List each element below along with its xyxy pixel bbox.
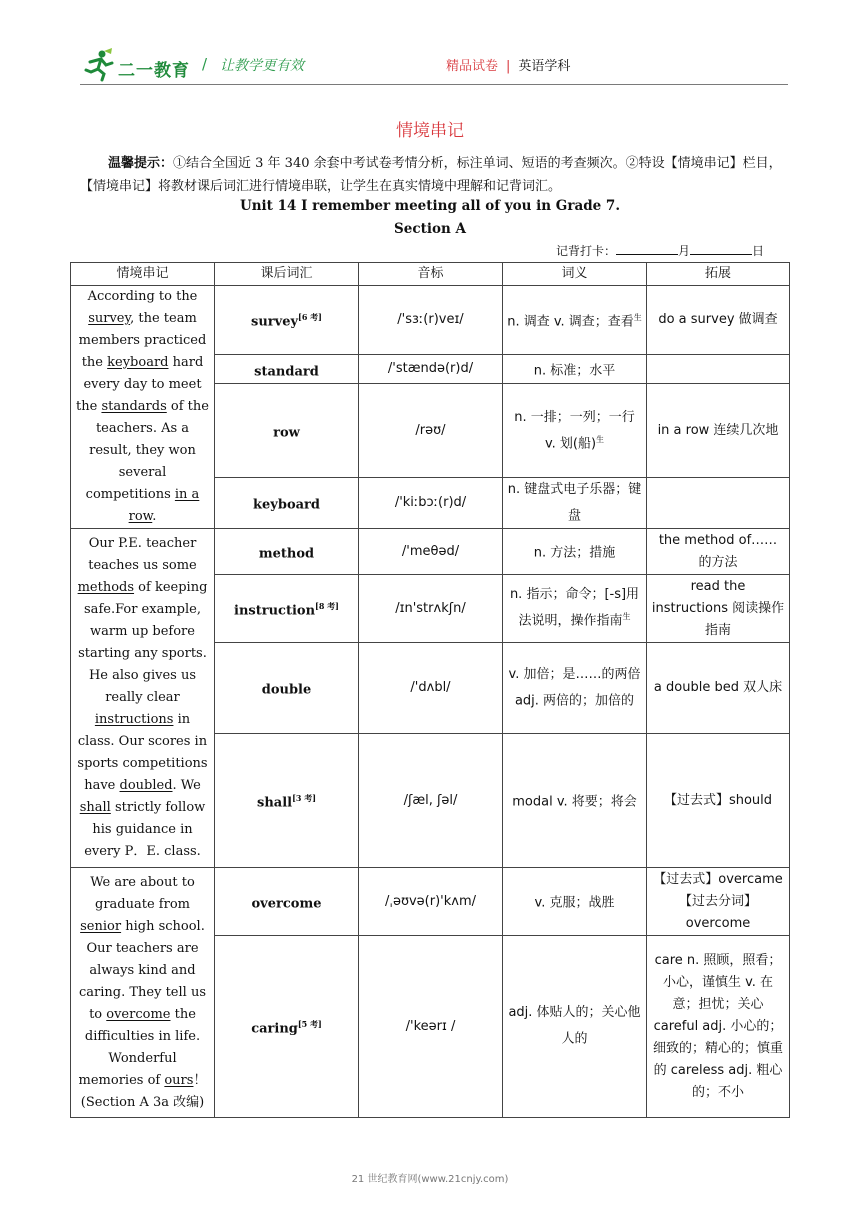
vocab-phonetic: /'stændə(r)d/ xyxy=(359,355,503,384)
header-rule xyxy=(80,84,788,85)
vocab-extension: do a survey 做调查 xyxy=(647,286,790,355)
story-text: . xyxy=(152,509,157,524)
story-keyword: in a row xyxy=(128,487,200,524)
vocab-phonetic: /'kiːbɔː(r)d/ xyxy=(359,478,503,529)
vocab-meaning: n. 方法；措施 xyxy=(503,529,647,575)
frequency-mark: [6 考] xyxy=(298,312,322,323)
page-header xyxy=(0,0,860,100)
vocab-word: survey[6 考] xyxy=(215,286,359,355)
table-row xyxy=(71,286,790,355)
story-keyword: shall xyxy=(79,800,111,815)
new-word-mark: 生 xyxy=(622,612,631,622)
logo-name: 二一教育 xyxy=(118,61,190,81)
story-cell xyxy=(71,286,215,529)
month-blank[interactable] xyxy=(616,242,678,255)
logo-slogan: 让教学更有效 xyxy=(220,58,304,74)
story-cell xyxy=(71,868,215,1118)
story-text: the difficulties in life. Wonderful memories of xyxy=(78,1006,201,1088)
story-keyword: instructions xyxy=(94,712,174,727)
table-header-row xyxy=(71,263,790,286)
checkin-day: 日 xyxy=(752,244,765,258)
vocab-word: instruction[8 考] xyxy=(215,575,359,643)
section-title: Section A xyxy=(394,221,466,237)
runner-logo-icon xyxy=(82,48,116,82)
story-text: high school. Our teachers are always kind and caring. They tell us to xyxy=(79,918,206,1022)
brand-logo[interactable] xyxy=(82,46,312,86)
vocab-extension: 【过去式】should xyxy=(647,734,790,868)
story-keyword: survey xyxy=(88,311,131,326)
story-text: of keeping safe.For example, warm up before starting any sports. He also gives us really clear xyxy=(78,580,208,705)
story-keyword: senior xyxy=(80,918,122,934)
story-text: , the team members practiced the xyxy=(78,311,207,370)
col-header-extension: 拓展 xyxy=(647,263,790,286)
vocab-extension: in a row 连续几次地 xyxy=(647,384,790,478)
vocab-word: keyboard xyxy=(215,478,359,529)
story-text: According to the xyxy=(87,289,198,304)
vocab-extension: the method of…… 的方法 xyxy=(647,529,790,575)
checkin-month: 月 xyxy=(678,244,691,258)
story-text: Our P.E. teacher teaches us some xyxy=(88,536,197,573)
vocab-word: overcome xyxy=(215,868,359,936)
story-keyword: overcome xyxy=(106,1006,171,1022)
vocab-extension xyxy=(647,355,790,384)
tip-paragraph xyxy=(80,152,788,198)
vocab-phonetic: /rəʊ/ xyxy=(359,384,503,478)
vocab-extension: read the instructions 阅读操作指南 xyxy=(647,575,790,643)
vocab-phonetic: /'keərɪ / xyxy=(359,936,503,1118)
vocab-meaning: n. 一排；一列；一行 v. 划(船)$^生$ xyxy=(503,384,647,478)
story-text: strictly follow his guidance in every P．E. class. xyxy=(84,800,206,859)
vocab-phonetic: /'dʌbl/ xyxy=(359,643,503,734)
story-keyword: ours xyxy=(164,1072,194,1088)
col-header-story: 情境串记 xyxy=(71,263,215,286)
vocab-meaning: modal v. 将要；将会 xyxy=(503,734,647,868)
header-subject-label: 英语学科 xyxy=(518,59,571,74)
story-text: hard every day to meet the xyxy=(76,355,204,414)
table-row xyxy=(71,868,790,936)
header-right xyxy=(446,55,570,74)
story-keyword: methods xyxy=(77,580,135,595)
story-text: ！(Section A 3a 改编) xyxy=(80,1072,207,1110)
frequency-mark: [5 考] xyxy=(297,1018,322,1029)
vocab-meaning: n. 指示；命令；[-s]用法说明，操作指南$^生$ xyxy=(503,575,647,643)
vocabulary-table xyxy=(70,262,790,1118)
frequency-mark: [3 考] xyxy=(292,792,316,803)
table-row xyxy=(71,529,790,575)
new-word-mark: 生 xyxy=(633,312,642,322)
story-keyword: doubled xyxy=(119,778,173,793)
vocab-meaning: adj. 体贴人的；关心他人的 xyxy=(503,936,647,1118)
story-cell xyxy=(71,529,215,868)
header-divider: | xyxy=(506,59,511,74)
day-blank[interactable] xyxy=(690,242,752,255)
vocab-extension: 【过去式】overcame 【过去分词】 overcome xyxy=(647,868,790,936)
vocab-meaning: n. 调查 v. 调查；查看$^生$ xyxy=(503,286,647,355)
story-text: in class. Our scores in sports competitions have xyxy=(77,712,208,793)
page-footer: 21 世纪教育网(www.21cnjy.com) xyxy=(351,1174,509,1185)
vocab-word: standard xyxy=(215,355,359,384)
story-keyword: standards xyxy=(101,399,167,414)
tip-label: 温馨提示： xyxy=(108,156,174,171)
story-text: . We xyxy=(172,778,201,793)
page-title: 情境串记 xyxy=(396,121,464,141)
logo-separator: / xyxy=(202,55,208,73)
header-quality-label: 精品试卷 xyxy=(446,59,499,74)
vocab-meaning: v. 克服；战胜 xyxy=(503,868,647,936)
vocab-extension: care n. 照顾，照看；小心，谨慎生 v. 在意；担忧；关心 careful adj. 小心的；细致的；精心的；慎重的 careless adj. 粗心的；不小 xyxy=(647,936,790,1118)
vocab-phonetic: /ˌəʊvə(r)'kʌm/ xyxy=(359,868,503,936)
tip-text: ①结合全国近 3 年 340 余套中考试卷考情分析，标注单词、短语的考查频次。②特设【情境串记】栏目，【情境串记】将教材课后词汇进行情境串联，让学生在真实情境中理解和记背词汇。 xyxy=(80,156,782,194)
vocab-extension xyxy=(647,478,790,529)
new-word-mark: 生 xyxy=(596,434,605,444)
checkin-label: 记背打卡： xyxy=(556,244,617,258)
frequency-mark: [8 考] xyxy=(315,600,339,611)
vocab-phonetic: /'sɜː(r)veɪ/ xyxy=(359,286,503,355)
vocab-word: method xyxy=(215,529,359,575)
story-keyword: keyboard xyxy=(107,355,169,370)
unit-title: Unit 14 I remember meeting all of you in Grade 7. xyxy=(239,198,621,214)
vocab-word: row xyxy=(215,384,359,478)
vocab-meaning: n. 键盘式电子乐器；键盘 xyxy=(503,478,647,529)
vocab-phonetic: /'meθəd/ xyxy=(359,529,503,575)
vocab-meaning: v. 加倍；是……的两倍 adj. 两倍的；加倍的 xyxy=(503,643,647,734)
col-header-word: 课后词汇 xyxy=(215,263,359,286)
vocab-word: caring[5 考] xyxy=(215,936,359,1118)
story-text: of the teachers. As a result, they won several competitions xyxy=(85,399,209,502)
story-text: We are about to graduate from xyxy=(90,874,195,912)
col-header-meaning: 词义 xyxy=(503,263,647,286)
vocab-word: shall[3 考] xyxy=(215,734,359,868)
vocab-word: double xyxy=(215,643,359,734)
col-header-phonetic: 音标 xyxy=(359,263,503,286)
checkin-line xyxy=(556,242,764,259)
vocab-extension: a double bed 双人床 xyxy=(647,643,790,734)
vocab-phonetic: /ɪn'strʌkʃn/ xyxy=(359,575,503,643)
vocab-meaning: n. 标准；水平 xyxy=(503,355,647,384)
vocab-phonetic: /ʃæl, ʃəl/ xyxy=(359,734,503,868)
